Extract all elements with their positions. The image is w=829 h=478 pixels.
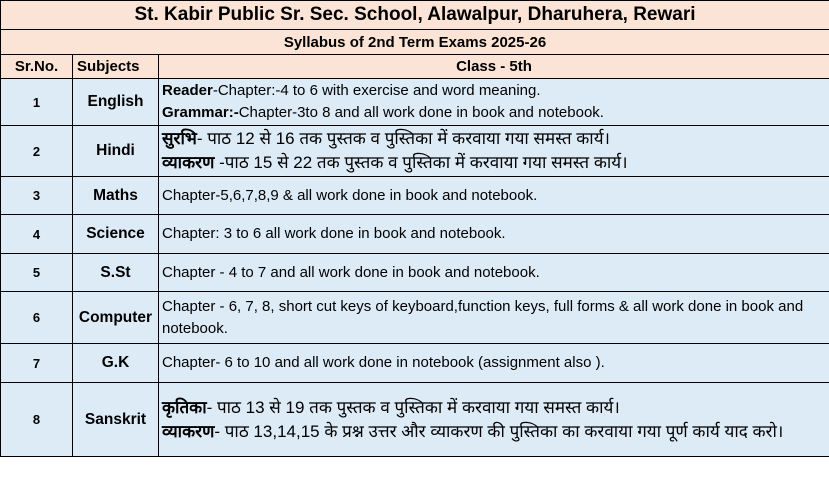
- syllabus-content-cell: [159, 344, 829, 383]
- subject-cell: Sanskrit: [73, 383, 159, 457]
- header-row: [1, 55, 829, 79]
- syllabus-line-label: सुरभि: [162, 129, 197, 148]
- subject-cell: Hindi: [73, 126, 159, 177]
- sr-no-cell: 3: [1, 177, 73, 215]
- header-subjects: Subjects: [73, 55, 159, 79]
- table-row: [1, 215, 829, 254]
- syllabus-line-text: Chapter-5,6,7,8,9 & all work done in book and notebook.: [162, 186, 538, 204]
- syllabus-line-text: Chapter - 6, 7, 8, short cut keys of keyboard,function keys, full forms & all work done in book and notebook.: [162, 297, 804, 337]
- syllabus-line-text: -पाठ 15 से 22 तक पुस्तक व पुस्तिका में करवाया गया समस्त कार्य।: [214, 153, 628, 172]
- syllabus-line-label: व्याकरण: [162, 421, 215, 441]
- syllabus-line: [162, 396, 826, 420]
- sr-no-cell: 1: [1, 79, 73, 126]
- table-row: [1, 383, 829, 457]
- syllabus-line: [162, 80, 826, 102]
- table-row: [1, 254, 829, 292]
- syllabus-line-text: - पाठ 13,14,15 के प्रश्न उत्तर और व्याकरण की पुस्तिका का करवाया गया पूर्ण कार्य याद करो।: [214, 421, 784, 441]
- syllabus-content-cell: [159, 177, 829, 215]
- subject-cell: Computer: [73, 292, 159, 344]
- syllabus-content-cell: [159, 254, 829, 292]
- syllabus-line: [162, 223, 826, 245]
- table-row: [1, 177, 829, 215]
- syllabus-content-cell: [159, 215, 829, 254]
- sr-no-cell: 2: [1, 126, 73, 177]
- subject-cell: English: [73, 79, 159, 126]
- syllabus-line-label: व्याकरण: [162, 153, 215, 172]
- table-row: [1, 344, 829, 383]
- syllabus-line-text: -Chapter:-4 to 6 with exercise and word meaning.: [212, 82, 541, 99]
- sr-no-cell: 8: [1, 383, 73, 457]
- syllabus-content-cell: [159, 79, 829, 126]
- table-row: [1, 126, 829, 177]
- sr-no-cell: 5: [1, 254, 73, 292]
- syllabus-line-text: Chapter-3to 8 and all work done in book and notebook.: [238, 104, 604, 121]
- syllabus-content-cell: [159, 383, 829, 457]
- syllabus-line-text: - पाठ 13 से 19 तक पुस्तक व पुस्तिका में करवाया गया समस्त कार्य।: [206, 397, 620, 417]
- syllabus-line: [162, 102, 826, 124]
- syllabus-line: [162, 296, 826, 340]
- sr-no-cell: 6: [1, 292, 73, 344]
- syllabus-content-cell: [159, 292, 829, 344]
- syllabus-line-label: Reader: [162, 82, 213, 99]
- subject-cell: G.K: [73, 344, 159, 383]
- subject-cell: Science: [73, 215, 159, 254]
- syllabus-line: [162, 151, 826, 175]
- subject-cell: S.St: [73, 254, 159, 292]
- syllabus-content-cell: [159, 126, 829, 177]
- syllabus-line-text: Chapter- 6 to 10 and all work done in notebook (assignment also ).: [162, 354, 605, 371]
- syllabus-line-text: Chapter: 3 to 6 all work done in book and notebook.: [162, 225, 506, 242]
- syllabus-line: [162, 127, 826, 151]
- header-class: Class - 5th: [159, 55, 829, 79]
- syllabus-line-label: कृतिका: [162, 397, 207, 417]
- header-sr-no: Sr.No.: [1, 55, 73, 79]
- sr-no-cell: 4: [1, 215, 73, 254]
- syllabus-line: [162, 185, 826, 207]
- subject-cell: Maths: [73, 177, 159, 215]
- syllabus-line: [162, 262, 826, 284]
- sr-no-cell: 7: [1, 344, 73, 383]
- syllabus-line-text: Chapter - 4 to 7 and all work done in book and notebook.: [162, 263, 540, 281]
- school-title: St. Kabir Public Sr. Sec. School, Alawalpur, Dharuhera, Rewari: [1, 1, 829, 30]
- syllabus-line: [162, 352, 826, 374]
- table-row: [1, 292, 829, 344]
- syllabus-line-label: Grammar:-: [162, 104, 239, 121]
- table-row: [1, 79, 829, 126]
- syllabus-subtitle: Syllabus of 2nd Term Exams 2025-26: [1, 30, 829, 55]
- syllabus-line-text: - पाठ 12 से 16 तक पुस्तक व पुस्तिका में करवाया गया समस्त कार्य।: [196, 129, 611, 148]
- syllabus-line: [162, 420, 826, 444]
